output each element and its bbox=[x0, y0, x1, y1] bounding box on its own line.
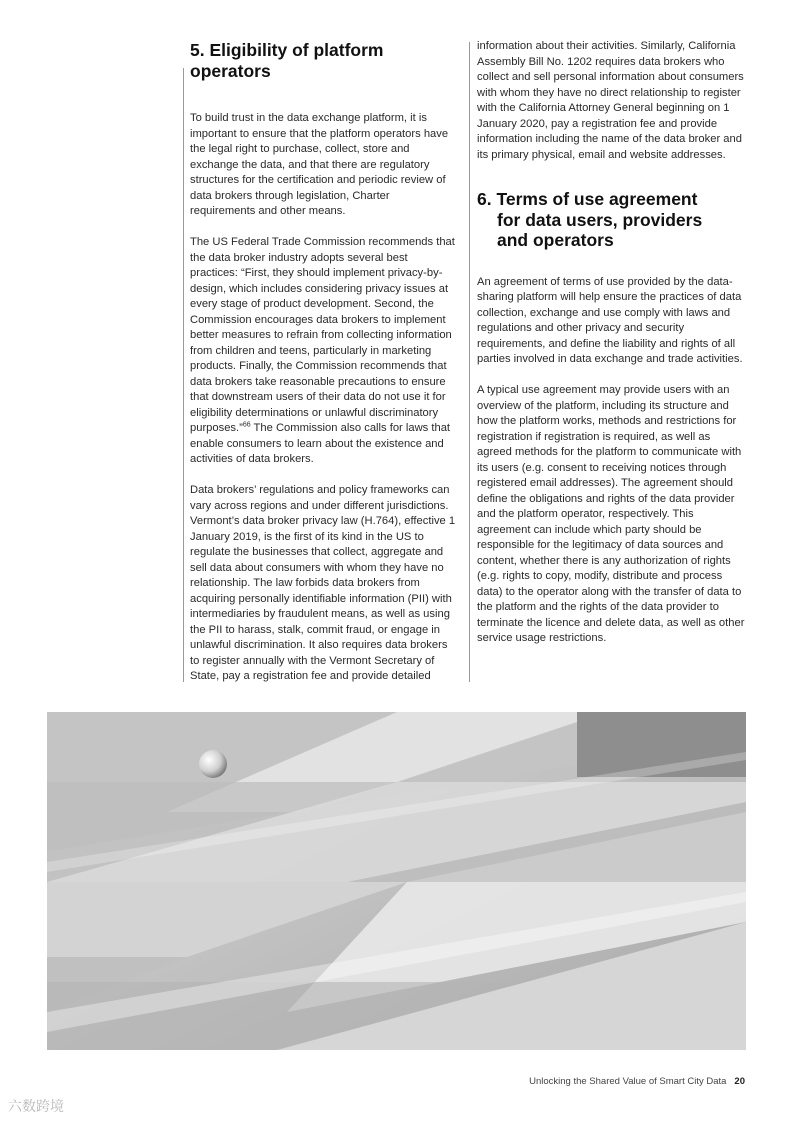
left-column bbox=[190, 36, 458, 700]
left-column-rule bbox=[183, 68, 184, 682]
section-6-heading bbox=[477, 189, 745, 251]
paragraph: A typical use agreement may provide users with an overview of the platform, including its structure and how the platform works, methods and restrictions for registration if registration is required, as well as agreed methods for the platform to communicate with its users (e.g. consent to receiving notices through registered email addresses). The agreement should define the obligations and rights of the data provider and the platform operator, respectively. This agreement can include which party should be responsible for the legitimacy of data sources and content, whether there is any authorization of rights (e.g. rights to copy, modify, distribute and process data) to the operator along with the transfer of data to the platform and the rights of the data provider to terminate the licence and delete data, as well as other service usage restrictions. bbox=[477, 384, 745, 644]
section-5-heading: 5. Eligibility of platform operators bbox=[190, 40, 384, 81]
page-number: 20 bbox=[734, 1076, 745, 1087]
paragraph-text: The Commission also calls for laws that enable consumers to learn about the existence and activities of data brokers. bbox=[190, 422, 451, 465]
right-column-rule bbox=[469, 42, 470, 682]
footnote-ref[interactable]: 66 bbox=[242, 421, 251, 429]
heading-line: 6. Terms of use agreement bbox=[477, 189, 698, 209]
paragraph: information about their activities. Similarly, California Assembly Bill No. 1202 requires data brokers who collect and sell personal information about consumers with whom they have no direct relationship to register with the California Attorney General beginning on 1 January 2020, pay a registration fee and provide information including the name of the data broker and its primary physical, email and website addresses. bbox=[477, 40, 744, 161]
paragraph bbox=[190, 235, 458, 468]
paragraph: To build trust in the data exchange platform, it is important to ensure that the platform operators have the legal right to purchase, collect, store and exchange the data, and that there are regulatory structures for the certification and periodic review of data brokers through legislation, Charter requirements and other means. bbox=[190, 112, 449, 217]
heading-line: and operators bbox=[497, 230, 614, 250]
sphere bbox=[199, 750, 227, 778]
watermark bbox=[8, 1096, 64, 1116]
paragraph: An agreement of terms of use provided by the data-sharing platform will help ensure the practices of data collection, exchange and use comply with laws and regulations and other privacy and security requirements, and define the liability and rights of all parties involved in data exchange and trade activities. bbox=[477, 275, 743, 365]
heading-line: for data users, providers bbox=[497, 209, 703, 230]
footer-title: Unlocking the Shared Value of Smart City Data bbox=[529, 1076, 727, 1087]
watermark-text: 六数跨境 bbox=[8, 1098, 64, 1114]
architecture-photo bbox=[47, 712, 746, 1050]
paragraph-text: The US Federal Trade Commission recommends that the data broker industry adopts several best practices: “First, they should implement privacy-by-design, which includes considering privacy issues at every stage of product development. Second, the Commission encourages data brokers to implement better measures to refrain from collecting information from children and teens, particularly in marketing products. Finally, the Commission recommends that data brokers take reasonable precautions to ensure that downstream users of their data do not use it for eligibility determinations or unlawful discriminatory purposes.” bbox=[190, 236, 455, 434]
right-column bbox=[477, 39, 745, 662]
abstract-geometric-image bbox=[47, 712, 746, 1050]
paragraph: Data brokers’ regulations and policy frameworks can vary across regions and under different jurisdictions. Vermont’s data broker privacy law (H.764), effective 1 January 2019, is the first of its kind in the US to regulate the businesses that collect, aggregate and sell data about consumers with whom they have no relationship. The law forbids data brokers from acquiring personally identifiable information (PII) with intermediaries by fraudulent means, as well as using the PII to harass, stalk, commit fraud, or engage in unlawful discrimination. It also requires data brokers to register annually with the Vermont Secretary of State, pay a registration fee and provide detailed bbox=[190, 484, 456, 682]
page-footer bbox=[529, 1076, 745, 1087]
